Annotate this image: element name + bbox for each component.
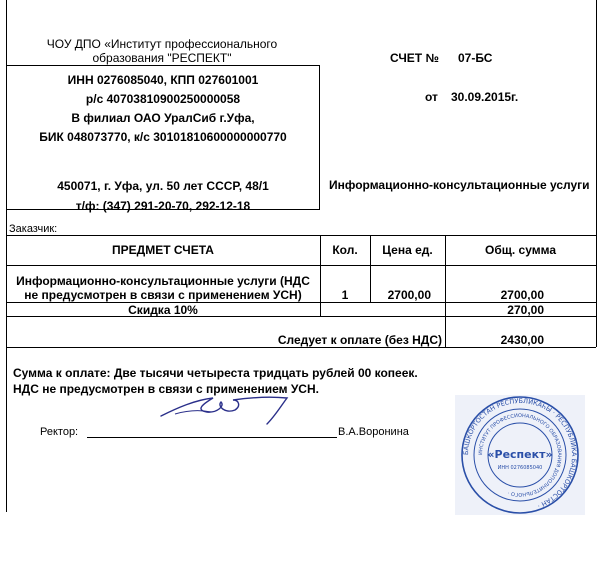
invoice-date: 30.09.2015г. bbox=[451, 90, 519, 104]
customer-label: Заказчик: bbox=[9, 223, 58, 235]
org-contacts bbox=[6, 176, 320, 216]
org-address: 450071, г. Уфа, ул. 50 лет СССР, 48/1 bbox=[57, 179, 269, 193]
bank-details bbox=[6, 71, 320, 147]
org-name-line1: ЧОУ ДПО «Институт профессионального bbox=[46, 37, 278, 51]
invoice-number-label: СЧЕТ № bbox=[390, 51, 439, 65]
table-bottom-line bbox=[6, 347, 596, 348]
row-price: 2700,00 bbox=[387, 288, 431, 302]
discount-label: Скидка 10% bbox=[128, 303, 198, 317]
stamp-center-text: «Респект» bbox=[487, 448, 553, 461]
org-name-line2: образования "РЕСПЕКТ" bbox=[92, 51, 232, 65]
pay-label: Следует к оплате (без НДС) bbox=[277, 333, 442, 347]
row-subject-line1: Информационно-консультационные услуги (НДС bbox=[16, 274, 310, 288]
col-header-qty: Кол. bbox=[332, 243, 358, 257]
col-header-total: Общ. сумма bbox=[485, 243, 556, 257]
stamp-outer-text: БАШКОРТОСТАН РЕСПУБЛИКАҺЫ · РЕСПУБЛИКА БАШКОРТОСТАН · bbox=[461, 396, 579, 510]
org-phone: т/ф: (347) 291-20-70, 292-12-18 bbox=[75, 199, 251, 213]
bank-account: р/с 40703810900250000058 bbox=[85, 92, 241, 106]
stamp-inner-text: ИНСТИТУТ ПРОФЕССИОНАЛЬНОГО ОБРАЗОВАНИЯ ДОПОЛНИТЕЛЬНОГО · bbox=[477, 412, 563, 498]
service-title: Информационно-консультационные услуги bbox=[329, 178, 590, 192]
row-total: 2700,00 bbox=[500, 288, 544, 302]
header-bottom-line bbox=[6, 265, 596, 266]
invoice-number: 07-БС bbox=[458, 51, 493, 65]
stamp-seal bbox=[455, 395, 585, 515]
signature-line bbox=[87, 437, 337, 438]
vat-note: НДС не предусмотрен в связи с применением УСН. bbox=[13, 382, 319, 396]
signature-scribble bbox=[155, 392, 305, 430]
invoice-date-label: от bbox=[425, 90, 438, 104]
col-sep-discount bbox=[320, 302, 321, 316]
org-name bbox=[12, 37, 312, 65]
bank-branch: В филиал ОАО УралСиб г.Уфа, bbox=[71, 111, 255, 125]
discount-value: 270,00 bbox=[507, 303, 544, 317]
pay-value: 2430,00 bbox=[500, 333, 544, 347]
page-right-border bbox=[596, 0, 597, 347]
row-qty: 1 bbox=[341, 288, 349, 302]
stamp-inn: ИНН 0276085040 bbox=[497, 465, 543, 471]
table-top-line bbox=[6, 235, 596, 236]
bank-bik: БИК 048073770, к/с 30101810600000000770 bbox=[39, 130, 287, 144]
signer-label: Ректор: bbox=[40, 426, 79, 438]
row-subject-line2: не предусмотрен в связи с применением УСН) bbox=[24, 288, 302, 302]
col-header-price: Цена ед. bbox=[382, 243, 433, 257]
sum-in-words: Сумма к оплате: Две тысячи четыреста тридцать рублей 00 копеек. bbox=[13, 366, 418, 380]
signer-name: В.А.Воронина bbox=[338, 426, 409, 438]
inn-kpp: ИНН 0276085040, КПП 027601001 bbox=[67, 73, 259, 87]
table-row bbox=[6, 274, 320, 302]
col-header-subject: ПРЕДМЕТ СЧЕТА bbox=[112, 243, 214, 257]
